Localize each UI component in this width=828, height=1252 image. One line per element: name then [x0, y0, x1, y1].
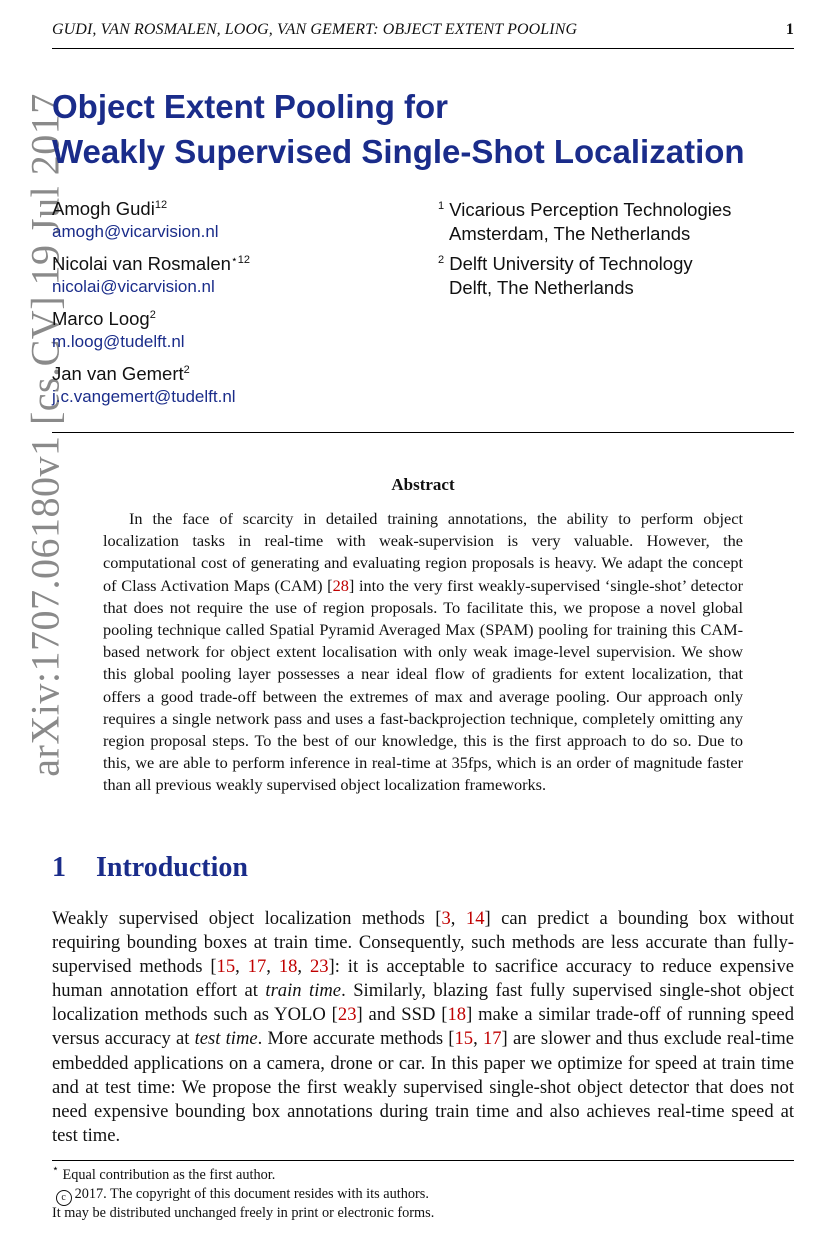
abstract-text: In the face of scarcity in detailed training annotations, the ability to perform object localization tasks in real-time with weak-supervision is very valuable. However, the computational cost of generating and evaluating region proposals is heavy. We adapt the concept of Class Activation Maps (CAM) [28] into the very first weakly-supervised ‘single-shot’ detector that does not require the use of region proposals. To facilitate this, we propose a novel global pooling technique called Spatial Pyramid Averaged Max (SPAM) pooling for training this CAM-based network for object extent localisation with only weak image-level supervision. We show this global pooling layer possesses a near ideal flow of gradients for extent localization, that offers a good trade-off between the extremes of max and average pooling. Our approach only requires a single network pass and uses a fast-backprojection technique, completely omitting any region proposal steps. To the best of our knowledge, this is the first approach to do so. Due to this, we are able to perform inference in real-time at 35fps, which is an order of magnitude faster than all previous weakly supervised object localization frameworks. — [103, 509, 744, 795]
citation-link[interactable]: 17 — [247, 956, 267, 978]
paper-title — [52, 84, 812, 174]
star-mark: ⋆ — [52, 1163, 59, 1175]
author-name: Nicolai van Rosmalen$^{⋆12}$ — [52, 253, 251, 274]
running-header — [52, 21, 794, 39]
title-line-2: Weakly Supervised Single-Shot Localization — [52, 133, 745, 170]
author-block — [52, 197, 219, 243]
author-name: Amogh Gudi$^{12}$ — [52, 198, 168, 219]
section-heading — [52, 852, 248, 884]
title-line-1: Object Extent Pooling for — [52, 88, 449, 125]
running-title: GUDI, VAN ROSMALEN, LOOG, VAN GEMERT: OBJECT EXTENT POOLING — [52, 21, 578, 38]
section-number: 1 — [52, 852, 66, 883]
author-name: Jan van Gemert$^2$ — [52, 363, 190, 384]
arxiv-id: arXiv:1707.06180v1 [cs.CV] 19 Jul 2017 — [22, 93, 68, 777]
citation-link[interactable]: 23 — [309, 956, 329, 978]
citation-link[interactable]: 3 — [441, 908, 451, 929]
citation-link[interactable]: 23 — [337, 1004, 357, 1026]
abstract-heading: Abstract — [391, 475, 455, 494]
footnote-copyright: c 2017. The copyright of this document resides with its authors. — [52, 1185, 429, 1206]
author-email-link[interactable]: j.c.vangemert@tudelft.nl — [52, 387, 236, 406]
citation-link[interactable]: 18 — [278, 956, 298, 978]
affiliation-2 — [438, 252, 693, 300]
author-email-link[interactable]: m.loog@tudelft.nl — [52, 332, 185, 351]
header-rule — [52, 48, 794, 49]
footnote-distribution: It may be distributed unchanged freely in print or electronic forms. — [52, 1205, 435, 1221]
emphasis: test time — [194, 1028, 258, 1050]
introduction-paragraph: Weakly supervised object localization methods [3, 14] can predict a bounding box without requiring bounding boxes at train time. Consequently, such methods are less accurate than fully-supervised methods [15, 17, 18, 23]: it is acceptable to sacrifice accuracy to reduce expensive human annotation effort at train time. Similarly, blazing fast fully supervised single-shot object localization methods such as YOLO [23] and SSD [18] make a similar trade-off of running speed versus accuracy at test time. More accurate methods [15, 17] are slower and thus exclude real-time embedded applications on a camera, drone or car. In this paper we optimize for speed at train time and at test time: We propose the first weakly supervised single-shot object detector that does not need expensive bounding box annotations during train time and also achieves real-time speed at test time. — [52, 908, 795, 1146]
author-block — [52, 252, 250, 298]
section-title: Introduction — [96, 852, 248, 883]
citation-link[interactable]: 15 — [454, 1028, 474, 1050]
author-email-link[interactable]: nicolai@vicarvision.nl — [52, 277, 215, 296]
citation-link[interactable]: 14 — [465, 908, 485, 929]
copyright-icon: c — [56, 1190, 72, 1206]
affiliation-1 — [438, 198, 731, 246]
citation-link[interactable]: 28 — [332, 575, 349, 595]
author-block — [52, 362, 236, 408]
arxiv-watermark — [20, 90, 70, 780]
title-block-rule — [52, 432, 794, 433]
author-block — [52, 307, 185, 353]
affiliation-line-1: $^1$ Vicarious Perception Technologies — [438, 199, 732, 220]
citation-link[interactable]: 18 — [447, 1004, 467, 1026]
citation-link[interactable]: 15 — [216, 956, 236, 978]
affiliation-line-1: $^2$ Delft University of Technology — [438, 253, 693, 274]
author-email-link[interactable]: amogh@vicarvision.nl — [52, 222, 219, 241]
footnote-rule — [52, 1160, 794, 1161]
footnote-equal-contribution: ⋆ Equal contribution as the first author. — [52, 1163, 276, 1183]
page-number: 1 — [785, 21, 794, 38]
affiliation-line-2: Amsterdam, The Netherlands — [449, 223, 691, 244]
emphasis: train time — [265, 980, 342, 1002]
citation-link[interactable]: 17 — [482, 1028, 502, 1050]
author-name: Marco Loog$^2$ — [52, 308, 156, 329]
affiliation-line-2: Delft, The Netherlands — [449, 277, 634, 298]
